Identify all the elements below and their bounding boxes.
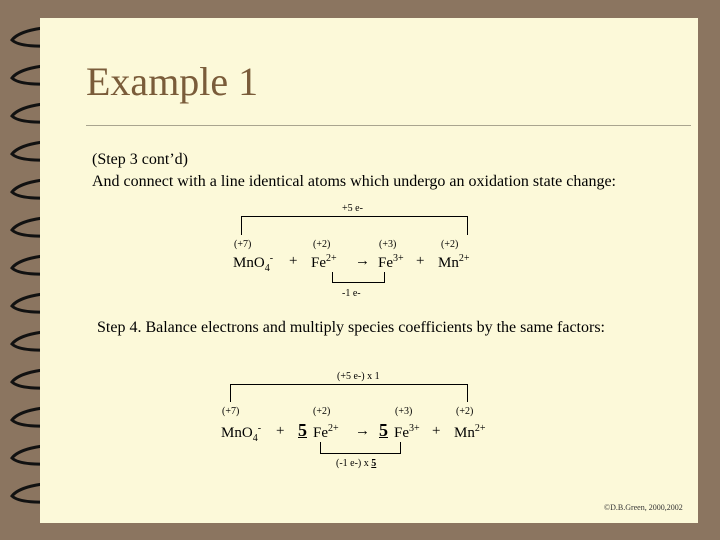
eq1-bottom-electron-label: -1 e-: [342, 288, 361, 299]
slide-title: Example 1: [86, 59, 259, 104]
eq1-iron-iii: $Fe^{3+}$: [378, 253, 404, 271]
eq2-ox-mn-left: (+7): [222, 406, 240, 417]
eq1-ox-mn-right: (+2): [441, 239, 459, 250]
eq1-plus-1: +: [289, 253, 298, 269]
eq2-top-bracket-line: [230, 384, 468, 385]
title-divider: [86, 125, 691, 126]
eq1-manganese-ii: $Mn^{2+}$: [438, 253, 470, 271]
eq2-iron-ii-coefficient: 5: [298, 420, 307, 440]
eq2-bottom-label-text: (-1 e-) x: [336, 458, 372, 469]
eq2-plus-2: +: [432, 423, 441, 439]
eq2-ox-mn-right: (+2): [456, 406, 474, 417]
eq2-bottom-factor: 5: [371, 458, 377, 469]
eq2-top-bracket-left: [230, 384, 231, 402]
eq2-manganese-ii: $Mn^{2+}$: [454, 423, 486, 441]
step3-instruction: And connect with a line identical atoms which undergo an oxidation state change:: [92, 173, 616, 190]
eq1-top-bracket-right: [467, 216, 468, 235]
eq2-reaction-arrow: →: [355, 423, 370, 439]
eq1-top-bracket-left: [241, 216, 242, 235]
eq1-ox-fe-right: (+3): [379, 239, 397, 250]
eq2-plus-1: +: [276, 423, 285, 439]
step4-instruction: Step 4. Balance electrons and multiply species coefficients by the same factors:: [97, 319, 605, 336]
eq2-iron-iii: $Fe^{3+}$: [394, 423, 420, 441]
eq2-iron-iii-coefficient: 5: [379, 420, 388, 440]
eq2-permanganate: MnO$_4$-: [221, 423, 262, 444]
eq1-plus-2: +: [416, 253, 425, 269]
eq1-ox-fe-left: (+2): [313, 239, 331, 250]
eq1-iron-ii: $Fe^{2+}$: [311, 253, 337, 271]
eq2-bottom-electron-label: [336, 458, 376, 469]
eq2-ox-fe-right: (+3): [395, 406, 413, 417]
eq2-iron-ii: $Fe^{2+}$: [313, 423, 339, 441]
eq2-top-electron-label: (+5 e-) x 1: [337, 371, 380, 382]
eq2-bottom-bracket-line: [320, 453, 401, 454]
step3-heading: (Step 3 cont’d): [92, 151, 188, 168]
eq1-ox-mn-left: (+7): [234, 239, 252, 250]
eq2-ox-fe-left: (+2): [313, 406, 331, 417]
copyright-notice: ©D.B.Green, 2000,2002: [604, 503, 683, 512]
eq1-permanganate: MnO$_4$-: [233, 253, 274, 274]
eq1-bottom-bracket-line: [332, 282, 385, 283]
eq1-reaction-arrow: →: [355, 253, 370, 269]
eq1-top-electron-label: +5 e-: [342, 203, 363, 214]
eq1-top-bracket-line: [241, 216, 468, 217]
eq2-top-bracket-right: [467, 384, 468, 402]
